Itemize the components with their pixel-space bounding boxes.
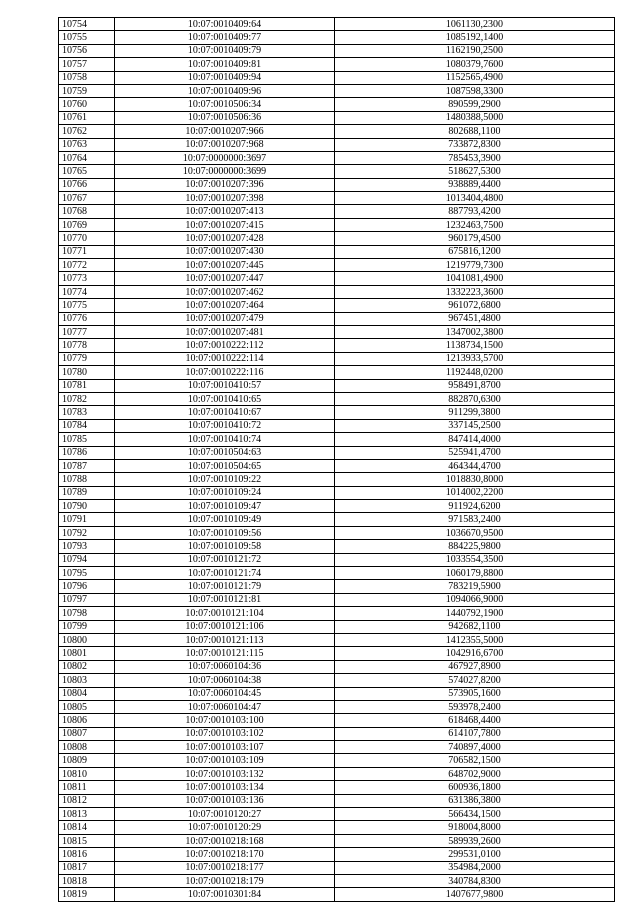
- value-cell: 631386,3800: [335, 794, 615, 807]
- table-row: [59, 607, 615, 620]
- cadastral-number-cell: 10:07:0010207:398: [115, 192, 335, 205]
- value-cell: 911924,6200: [335, 500, 615, 513]
- row-number-cell: 10798: [59, 607, 115, 620]
- table-row: [59, 205, 615, 218]
- table-row: [59, 593, 615, 606]
- value-cell: 958491,8700: [335, 379, 615, 392]
- cadastral-number-cell: 10:07:0010207:462: [115, 285, 335, 298]
- row-number-cell: 10788: [59, 473, 115, 486]
- table-row: [59, 741, 615, 754]
- table-row: [59, 406, 615, 419]
- row-number-cell: 10782: [59, 392, 115, 405]
- table-row: [59, 567, 615, 580]
- row-number-cell: 10819: [59, 888, 115, 901]
- cadastral-number-cell: 10:07:0010121:106: [115, 620, 335, 633]
- row-number-cell: 10805: [59, 700, 115, 713]
- cadastral-number-cell: 10:07:0010409:64: [115, 18, 335, 31]
- table-row: [59, 433, 615, 446]
- value-cell: 1192448,0200: [335, 366, 615, 379]
- value-cell: 589939,2600: [335, 834, 615, 847]
- value-cell: 299531,0100: [335, 848, 615, 861]
- table-row: [59, 232, 615, 245]
- row-number-cell: 10817: [59, 861, 115, 874]
- row-number-cell: 10786: [59, 446, 115, 459]
- value-cell: 1347002,3800: [335, 325, 615, 338]
- value-cell: 1080379,7600: [335, 58, 615, 71]
- value-cell: 967451,4800: [335, 312, 615, 325]
- table-row: [59, 446, 615, 459]
- value-cell: 1094066,9000: [335, 593, 615, 606]
- value-cell: 593978,2400: [335, 700, 615, 713]
- table-row: [59, 633, 615, 646]
- row-number-cell: 10816: [59, 848, 115, 861]
- value-cell: 1013404,4800: [335, 192, 615, 205]
- value-cell: 911299,3800: [335, 406, 615, 419]
- value-cell: 1042916,6700: [335, 647, 615, 660]
- cadastral-number-cell: 10:07:0010109:22: [115, 473, 335, 486]
- cadastral-number-cell: 10:07:0010121:72: [115, 553, 335, 566]
- table-row: [59, 299, 615, 312]
- table-row: [59, 553, 615, 566]
- cadastral-number-cell: 10:07:0010207:413: [115, 205, 335, 218]
- cadastral-number-cell: 10:07:0010218:179: [115, 875, 335, 888]
- table-row: [59, 540, 615, 553]
- cadastral-number-cell: 10:07:0060104:45: [115, 687, 335, 700]
- table-row: [59, 352, 615, 365]
- value-cell: 1087598,3300: [335, 84, 615, 97]
- table-row: [59, 875, 615, 888]
- cadastral-number-cell: 10:07:0010121:115: [115, 647, 335, 660]
- row-number-cell: 10812: [59, 794, 115, 807]
- value-cell: 574027,8200: [335, 674, 615, 687]
- table-row: [59, 767, 615, 780]
- table-row: [59, 339, 615, 352]
- table-row: [59, 459, 615, 472]
- cadastral-number-cell: 10:07:0010409:79: [115, 44, 335, 57]
- row-number-cell: 10781: [59, 379, 115, 392]
- value-cell: 961072,6800: [335, 299, 615, 312]
- value-cell: 1085192,1400: [335, 31, 615, 44]
- row-number-cell: 10801: [59, 647, 115, 660]
- value-cell: 573905,1600: [335, 687, 615, 700]
- row-number-cell: 10771: [59, 245, 115, 258]
- cadastral-number-cell: 10:07:0010103:102: [115, 727, 335, 740]
- row-number-cell: 10802: [59, 660, 115, 673]
- row-number-cell: 10796: [59, 580, 115, 593]
- cadastral-number-cell: 10:07:0010410:65: [115, 392, 335, 405]
- table-row: [59, 647, 615, 660]
- row-number-cell: 10758: [59, 71, 115, 84]
- table-row: [59, 84, 615, 97]
- row-number-cell: 10806: [59, 714, 115, 727]
- row-number-cell: 10807: [59, 727, 115, 740]
- row-number-cell: 10795: [59, 567, 115, 580]
- value-cell: 614107,7800: [335, 727, 615, 740]
- cadastral-number-cell: 10:07:0010222:112: [115, 339, 335, 352]
- table-row: [59, 848, 615, 861]
- cadastral-number-cell: 10:07:0010109:47: [115, 500, 335, 513]
- table-row: [59, 151, 615, 164]
- table-row: [59, 727, 615, 740]
- table-row: [59, 473, 615, 486]
- cadastral-number-cell: 10:07:0010207:464: [115, 299, 335, 312]
- value-cell: 942682,1100: [335, 620, 615, 633]
- row-number-cell: 10754: [59, 18, 115, 31]
- row-number-cell: 10814: [59, 821, 115, 834]
- table-row: [59, 834, 615, 847]
- cadastral-number-cell: 10:07:0010222:116: [115, 366, 335, 379]
- value-cell: 1407677,9800: [335, 888, 615, 901]
- table-row: [59, 138, 615, 151]
- value-cell: 354984,2000: [335, 861, 615, 874]
- cadastral-number-cell: 10:07:0010207:481: [115, 325, 335, 338]
- row-number-cell: 10762: [59, 125, 115, 138]
- cadastral-number-cell: 10:07:0060104:36: [115, 660, 335, 673]
- value-cell: 887793,4200: [335, 205, 615, 218]
- row-number-cell: 10792: [59, 526, 115, 539]
- table-row: [59, 245, 615, 258]
- cadastral-number-cell: 10:07:0010506:36: [115, 111, 335, 124]
- value-cell: 802688,1100: [335, 125, 615, 138]
- row-number-cell: 10800: [59, 633, 115, 646]
- row-number-cell: 10799: [59, 620, 115, 633]
- value-cell: 785453,3900: [335, 151, 615, 164]
- table-row: [59, 888, 615, 901]
- value-cell: 1440792,1900: [335, 607, 615, 620]
- cadastral-number-cell: 10:07:0010207:479: [115, 312, 335, 325]
- cadastral-number-cell: 10:07:0010120:29: [115, 821, 335, 834]
- value-cell: 740897,4000: [335, 741, 615, 754]
- table-row: [59, 192, 615, 205]
- cadastral-number-cell: 10:07:0010103:107: [115, 741, 335, 754]
- row-number-cell: 10756: [59, 44, 115, 57]
- cadastral-number-cell: 10:07:0010410:57: [115, 379, 335, 392]
- value-cell: 1060179,8800: [335, 567, 615, 580]
- row-number-cell: 10793: [59, 540, 115, 553]
- table-row: [59, 31, 615, 44]
- table-row: [59, 660, 615, 673]
- value-cell: 525941,4700: [335, 446, 615, 459]
- row-number-cell: 10803: [59, 674, 115, 687]
- table-row: [59, 513, 615, 526]
- row-number-cell: 10785: [59, 433, 115, 446]
- row-number-cell: 10769: [59, 218, 115, 231]
- table-body: [59, 18, 615, 902]
- table-row: [59, 754, 615, 767]
- value-cell: 1041081,4900: [335, 272, 615, 285]
- table-row: [59, 111, 615, 124]
- value-cell: 1219779,7300: [335, 259, 615, 272]
- value-cell: 1480388,5000: [335, 111, 615, 124]
- table-row: [59, 620, 615, 633]
- cadastral-number-cell: 10:07:0010410:74: [115, 433, 335, 446]
- row-number-cell: 10765: [59, 165, 115, 178]
- table-row: [59, 165, 615, 178]
- table-row: [59, 808, 615, 821]
- table-row: [59, 526, 615, 539]
- value-cell: 960179,4500: [335, 232, 615, 245]
- value-cell: 890599,2900: [335, 98, 615, 111]
- cadastral-number-cell: 10:07:0010109:58: [115, 540, 335, 553]
- row-number-cell: 10790: [59, 500, 115, 513]
- row-number-cell: 10784: [59, 419, 115, 432]
- cadastral-number-cell: 10:07:0010207:428: [115, 232, 335, 245]
- row-number-cell: 10808: [59, 741, 115, 754]
- row-number-cell: 10759: [59, 84, 115, 97]
- cadastral-number-cell: 10:07:0010504:63: [115, 446, 335, 459]
- row-number-cell: 10779: [59, 352, 115, 365]
- value-cell: 1033554,3500: [335, 553, 615, 566]
- value-cell: 847414,4000: [335, 433, 615, 446]
- row-number-cell: 10764: [59, 151, 115, 164]
- row-number-cell: 10778: [59, 339, 115, 352]
- value-cell: 1061130,2300: [335, 18, 615, 31]
- value-cell: 733872,8300: [335, 138, 615, 151]
- row-number-cell: 10776: [59, 312, 115, 325]
- table-row: [59, 125, 615, 138]
- table-row: [59, 272, 615, 285]
- cadastral-number-cell: 10:07:0010409:96: [115, 84, 335, 97]
- cadastral-number-cell: 10:07:0010103:136: [115, 794, 335, 807]
- value-cell: 1332223,3600: [335, 285, 615, 298]
- table-row: [59, 98, 615, 111]
- cadastral-number-cell: 10:07:0060104:47: [115, 700, 335, 713]
- table-row: [59, 821, 615, 834]
- value-cell: 1036670,9500: [335, 526, 615, 539]
- table-row: [59, 419, 615, 432]
- cadastral-number-cell: 10:07:0010504:65: [115, 459, 335, 472]
- row-number-cell: 10770: [59, 232, 115, 245]
- value-cell: 783219,5900: [335, 580, 615, 593]
- table-row: [59, 861, 615, 874]
- row-number-cell: 10791: [59, 513, 115, 526]
- row-number-cell: 10789: [59, 486, 115, 499]
- value-cell: 882870,6300: [335, 392, 615, 405]
- row-number-cell: 10809: [59, 754, 115, 767]
- cadastral-number-cell: 10:07:0000000:3699: [115, 165, 335, 178]
- table-row: [59, 259, 615, 272]
- value-cell: 648702,9000: [335, 767, 615, 780]
- row-number-cell: 10818: [59, 875, 115, 888]
- cadastral-number-cell: 10:07:0010103:132: [115, 767, 335, 780]
- cadastral-number-cell: 10:07:0010121:74: [115, 567, 335, 580]
- value-cell: 618468,4400: [335, 714, 615, 727]
- value-cell: 1162190,2500: [335, 44, 615, 57]
- value-cell: 938889,4400: [335, 178, 615, 191]
- table-row: [59, 71, 615, 84]
- cadastral-number-cell: 10:07:0010410:72: [115, 419, 335, 432]
- row-number-cell: 10811: [59, 781, 115, 794]
- value-cell: 600936,1800: [335, 781, 615, 794]
- cadastral-number-cell: 10:07:0010109:56: [115, 526, 335, 539]
- cadastral-number-cell: 10:07:0010410:67: [115, 406, 335, 419]
- table-row: [59, 687, 615, 700]
- value-cell: 337145,2500: [335, 419, 615, 432]
- cadastral-number-cell: 10:07:0010506:34: [115, 98, 335, 111]
- row-number-cell: 10767: [59, 192, 115, 205]
- table-row: [59, 580, 615, 593]
- table-row: [59, 486, 615, 499]
- row-number-cell: 10760: [59, 98, 115, 111]
- table-row: [59, 312, 615, 325]
- cadastral-number-cell: 10:07:0010121:104: [115, 607, 335, 620]
- table-row: [59, 366, 615, 379]
- value-cell: 566434,1500: [335, 808, 615, 821]
- cadastral-number-cell: 10:07:0010207:430: [115, 245, 335, 258]
- row-number-cell: 10774: [59, 285, 115, 298]
- value-cell: 971583,2400: [335, 513, 615, 526]
- cadastral-number-cell: 10:07:0010109:49: [115, 513, 335, 526]
- row-number-cell: 10768: [59, 205, 115, 218]
- cadastral-number-cell: 10:07:0010103:109: [115, 754, 335, 767]
- cadastral-number-cell: 10:07:0010218:177: [115, 861, 335, 874]
- value-cell: 884225,9800: [335, 540, 615, 553]
- cadastral-number-cell: 10:07:0010207:447: [115, 272, 335, 285]
- value-cell: 1412355,5000: [335, 633, 615, 646]
- row-number-cell: 10757: [59, 58, 115, 71]
- row-number-cell: 10810: [59, 767, 115, 780]
- value-cell: 340784,8300: [335, 875, 615, 888]
- cadastral-number-cell: 10:07:0010409:81: [115, 58, 335, 71]
- cadastral-number-cell: 10:07:0010120:27: [115, 808, 335, 821]
- table-row: [59, 714, 615, 727]
- value-cell: 918004,8000: [335, 821, 615, 834]
- value-cell: 1138734,1500: [335, 339, 615, 352]
- row-number-cell: 10787: [59, 459, 115, 472]
- value-cell: 1213933,5700: [335, 352, 615, 365]
- row-number-cell: 10755: [59, 31, 115, 44]
- cadastral-number-cell: 10:07:0010103:100: [115, 714, 335, 727]
- table-row: [59, 674, 615, 687]
- table-row: [59, 794, 615, 807]
- table-row: [59, 18, 615, 31]
- value-cell: 464344,4700: [335, 459, 615, 472]
- cadastral-number-cell: 10:07:0010109:24: [115, 486, 335, 499]
- row-number-cell: 10773: [59, 272, 115, 285]
- table-row: [59, 44, 615, 57]
- cadastral-number-cell: 10:07:0010207:415: [115, 218, 335, 231]
- row-number-cell: 10772: [59, 259, 115, 272]
- data-table: [58, 17, 615, 902]
- table-row: [59, 285, 615, 298]
- value-cell: 1014002,2200: [335, 486, 615, 499]
- cadastral-number-cell: 10:07:0010121:113: [115, 633, 335, 646]
- table-row: [59, 781, 615, 794]
- value-cell: 518627,5300: [335, 165, 615, 178]
- value-cell: 467927,8900: [335, 660, 615, 673]
- cadastral-number-cell: 10:07:0000000:3697: [115, 151, 335, 164]
- cadastral-number-cell: 10:07:0010103:134: [115, 781, 335, 794]
- cadastral-number-cell: 10:07:0010301:84: [115, 888, 335, 901]
- row-number-cell: 10783: [59, 406, 115, 419]
- table-row: [59, 392, 615, 405]
- cadastral-number-cell: 10:07:0010207:396: [115, 178, 335, 191]
- table-row: [59, 325, 615, 338]
- cadastral-number-cell: 10:07:0010207:968: [115, 138, 335, 151]
- row-number-cell: 10775: [59, 299, 115, 312]
- cadastral-number-cell: 10:07:0010409:94: [115, 71, 335, 84]
- row-number-cell: 10804: [59, 687, 115, 700]
- row-number-cell: 10763: [59, 138, 115, 151]
- cadastral-number-cell: 10:07:0010218:168: [115, 834, 335, 847]
- cadastral-number-cell: 10:07:0010121:81: [115, 593, 335, 606]
- row-number-cell: 10780: [59, 366, 115, 379]
- table-row: [59, 58, 615, 71]
- row-number-cell: 10797: [59, 593, 115, 606]
- value-cell: 706582,1500: [335, 754, 615, 767]
- value-cell: 1018830,8000: [335, 473, 615, 486]
- cadastral-number-cell: 10:07:0010409:77: [115, 31, 335, 44]
- table-row: [59, 178, 615, 191]
- cadastral-number-cell: 10:07:0010207:966: [115, 125, 335, 138]
- cadastral-number-cell: 10:07:0060104:38: [115, 674, 335, 687]
- table-row: [59, 700, 615, 713]
- row-number-cell: 10777: [59, 325, 115, 338]
- row-number-cell: 10761: [59, 111, 115, 124]
- cadastral-number-cell: 10:07:0010218:170: [115, 848, 335, 861]
- row-number-cell: 10815: [59, 834, 115, 847]
- table-row: [59, 379, 615, 392]
- value-cell: 1232463,7500: [335, 218, 615, 231]
- cadastral-number-cell: 10:07:0010222:114: [115, 352, 335, 365]
- table-row: [59, 500, 615, 513]
- table-row: [59, 218, 615, 231]
- value-cell: 1152565,4900: [335, 71, 615, 84]
- row-number-cell: 10794: [59, 553, 115, 566]
- cadastral-number-cell: 10:07:0010207:445: [115, 259, 335, 272]
- row-number-cell: 10813: [59, 808, 115, 821]
- value-cell: 675816,1200: [335, 245, 615, 258]
- row-number-cell: 10766: [59, 178, 115, 191]
- cadastral-number-cell: 10:07:0010121:79: [115, 580, 335, 593]
